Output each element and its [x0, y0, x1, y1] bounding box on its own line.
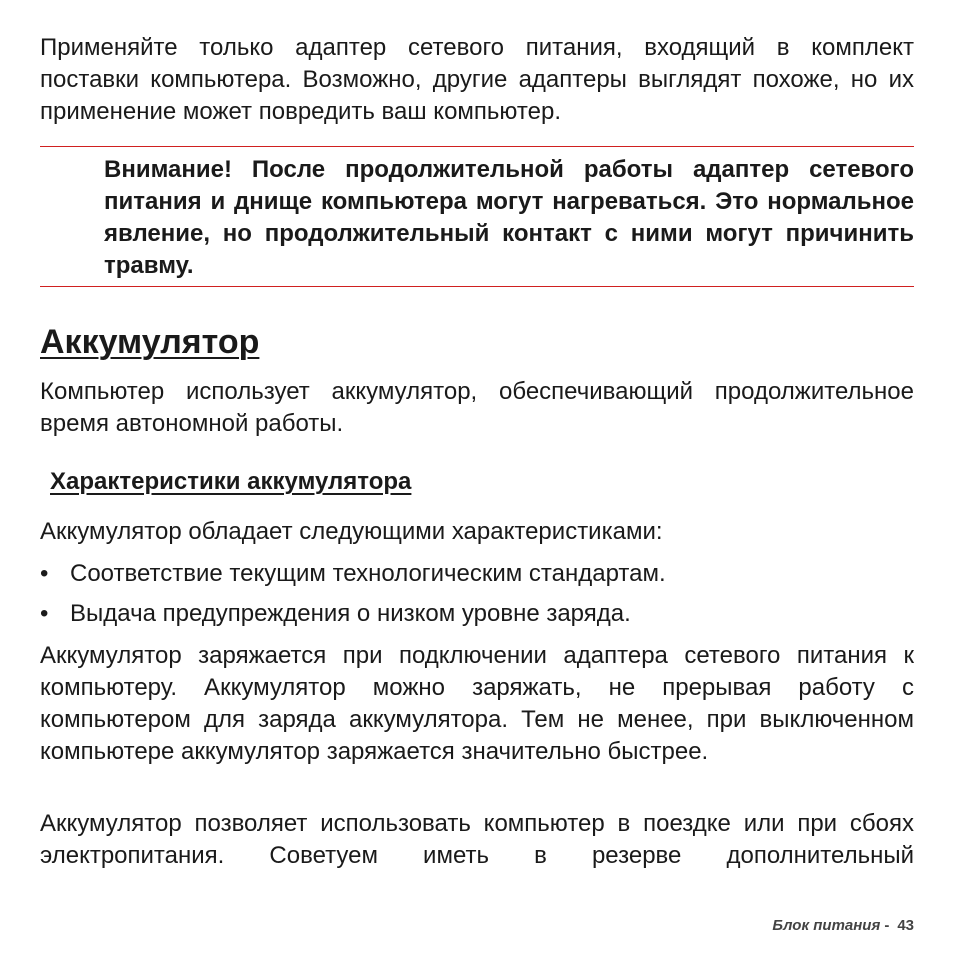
charging-paragraph: Аккумулятор заряжается при подключении адаптера сетевого питания к компьютеру. Аккумулятор можно заряжать, не прерывая работу с компьютером для заряда аккумулятора. Тем не менее, при выключенном компьютере аккумулятор заряжается значительно быстрее. — [40, 642, 914, 765]
list-item-text: Соответствие текущим технологическим стандартам. — [70, 560, 666, 587]
section-intro-paragraph: Компьютер использует аккумулятор, обеспечивающий продолжительное время автономной работы. — [40, 378, 914, 437]
subsection-lead: Аккумулятор обладает следующими характеристиками: — [40, 518, 663, 545]
bullet-icon: • — [40, 600, 49, 627]
warning-bottom-rule — [40, 286, 914, 287]
list-item-text: Выдача предупреждения о низком уровне заряда. — [70, 600, 631, 627]
intro-paragraph: Применяйте только адаптер сетевого питания, входящий в комплект поставки компьютера. Возможно, другие адаптеры выглядят похоже, но их применение может повредить ваш компьютер. — [40, 34, 914, 125]
page-footer — [772, 916, 914, 936]
feature-list — [40, 558, 914, 638]
bullet-icon: • — [40, 560, 49, 587]
list-item — [40, 598, 914, 630]
page-number: 43 — [897, 917, 914, 934]
footer-section-name: Блок питания — [772, 917, 881, 934]
footer-dash: - — [884, 917, 890, 934]
subsection-heading: Характеристики аккумулятора — [50, 468, 412, 495]
travel-paragraph: Аккумулятор позволяет использовать компьютер в поездке или при сбоях электропитания. Советуем иметь в резерве дополнительный — [40, 810, 914, 869]
list-item — [40, 558, 914, 590]
section-heading: Аккумулятор — [40, 323, 260, 361]
warning-top-rule — [40, 146, 914, 147]
warning-text: Внимание! После продолжительной работы адаптер сетевого питания и днище компьютера могут нагреваться. Это нормальное явление, но продолжительный контакт с ними могут причинить травму. — [104, 156, 914, 279]
